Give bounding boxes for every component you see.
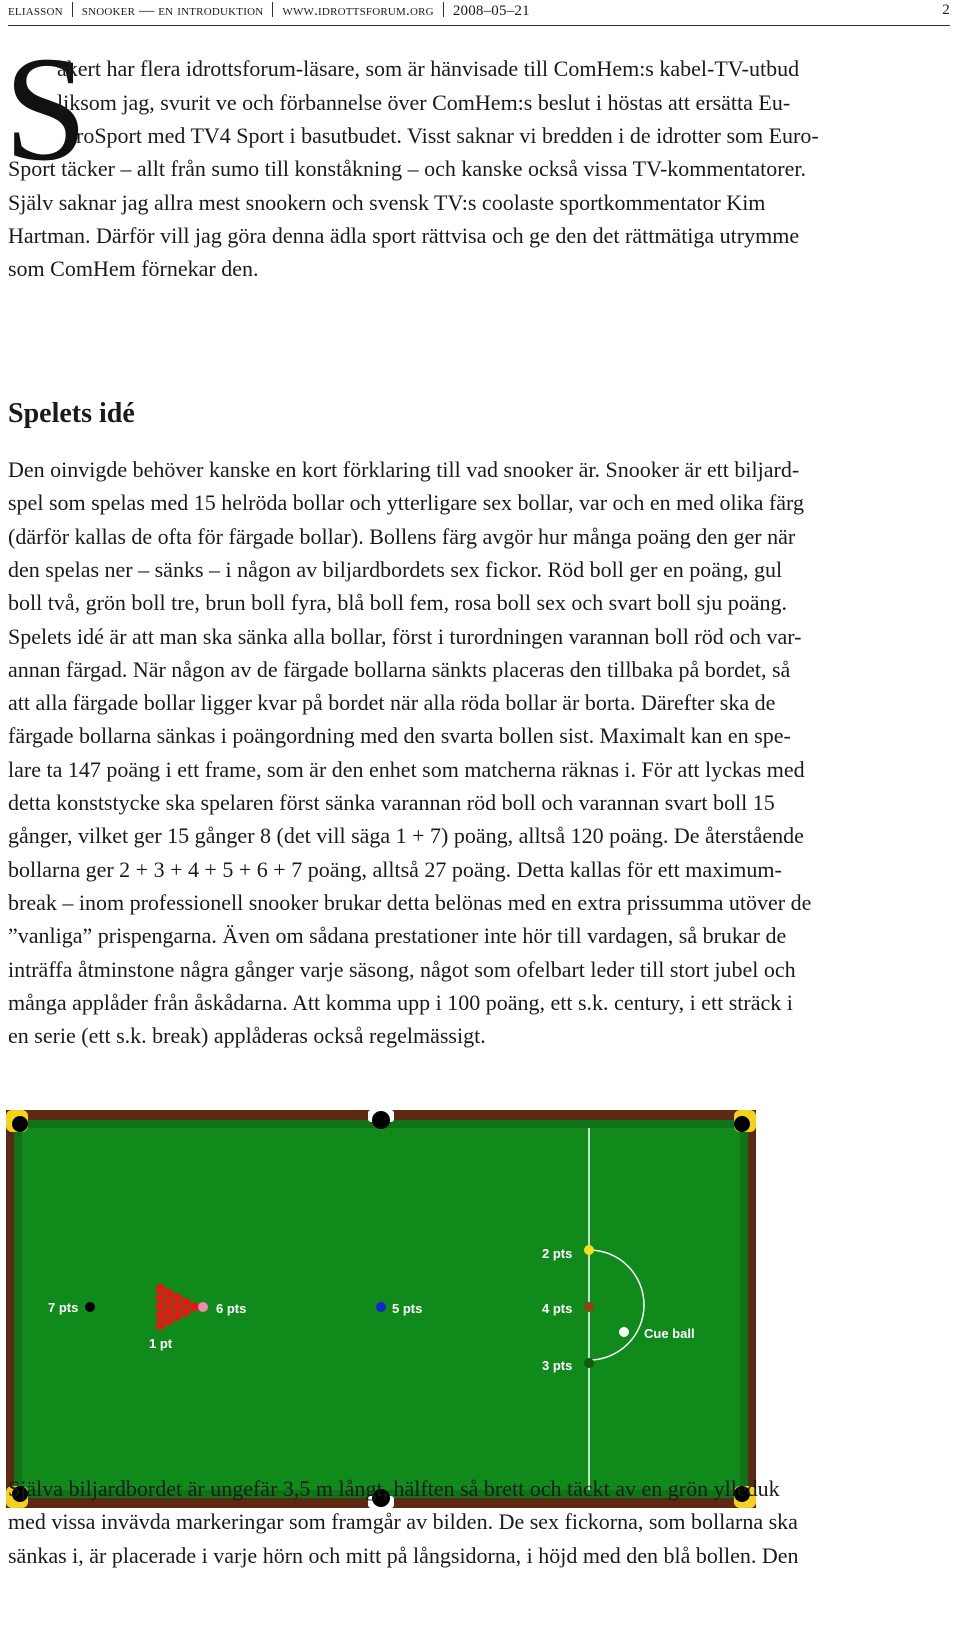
label-cue: Cue ball <box>644 1326 695 1341</box>
label-reds: 1 pt <box>149 1336 173 1351</box>
red-ball <box>173 1312 182 1321</box>
red-ball <box>189 1302 198 1311</box>
header-separator <box>272 2 273 17</box>
red-ball <box>181 1307 190 1316</box>
section-line: gånger, vilket ger 15 gånger 8 (det vill säga 1 + 7) poäng, alltså 120 poäng. De återstående <box>8 823 804 849</box>
red-ball <box>173 1302 182 1311</box>
red-ball <box>164 1298 173 1307</box>
section-line: ”vanliga” prispengarna. Även om sådana prestationer inte hör till vardagen, så brukar de <box>8 923 787 949</box>
section-line: färgade bollarna sänkas i poängordning med den svarta bollen sist. Maximalt kan en spe- <box>8 723 791 749</box>
section-line: detta konststycke ska spelaren först sänka varannan röd boll och varannan svart boll 15 <box>8 790 775 815</box>
section-line: inträffa åtminstone några gånger varje säsong, något som ofelbart leder till stort jubel och <box>8 956 796 982</box>
section-line: Den oinvigde behöver kanske en kort förklaring till vad snooker är. Snooker är ett biljard- <box>8 457 800 482</box>
snooker-table-figure <box>6 1110 756 1508</box>
section-line: break – inom professionell snooker brukar detta belönas med en extra prissumma utöver de <box>8 889 812 915</box>
brown-ball <box>584 1302 594 1312</box>
section-line: många applåder från åskådarna. Att komma upp i 100 poäng, ett s.k. century, i ett sträck i <box>8 989 793 1015</box>
green-ball <box>584 1358 594 1368</box>
red-ball <box>156 1302 165 1311</box>
label-blue: 5 pts <box>392 1301 423 1316</box>
section-line: boll två, grön boll tre, brun boll fyra, blå boll fem, rosa boll sex och svart boll sju poäng. <box>8 590 788 616</box>
after-line: sänkas i, är placerade i varje hörn och mitt på långsidorna, i höjd med den blå bollen. Den <box>8 1542 799 1568</box>
page-number: 2 <box>942 2 950 18</box>
header-meta <box>8 2 530 20</box>
header-separator <box>72 2 73 17</box>
blue-ball <box>376 1302 386 1312</box>
pink-ball <box>198 1302 208 1312</box>
header-separator <box>443 2 444 17</box>
running-header <box>8 2 950 24</box>
header-author: eliasson <box>8 3 63 19</box>
label-brown: 4 pts <box>542 1301 573 1316</box>
intro-line: Hartman. Därför vill jag göra denna ädla sport rättvisa och ge den det rättmätiga utrymme <box>8 223 800 248</box>
section-line: (därför kallas de ofta för färgade bollar). Bollens färg avgör hur många poäng den ger när <box>8 523 796 549</box>
after-line: med vissa invävda markeringar som framgår av bilden. De sex fickorna, som bollarna ska <box>8 1509 798 1535</box>
red-ball <box>156 1312 165 1321</box>
red-ball <box>164 1307 173 1316</box>
section-line: spel som spelas med 15 helröda bollar och ytterligare sex bollar, var och en med olika färg <box>8 490 804 516</box>
section-line: bollarna ger 2 + 3 + 4 + 5 + 6 + 7 poäng, alltså 27 poäng. Detta kallas för ett maximum- <box>8 856 782 882</box>
red-ball <box>181 1298 190 1307</box>
intro-line: som ComHem förnekar den. <box>8 256 259 281</box>
section-line: Spelets idé är att man ska sänka alla bollar, först i turordningen varannan boll röd och var- <box>8 623 802 649</box>
cue-ball <box>619 1327 629 1337</box>
label-yellow: 2 pts <box>542 1246 573 1261</box>
section-line: att alla färgade bollar ligger kvar på bordet när alla röda bollar är borta. Därefter ska de <box>8 690 776 716</box>
section-heading: Spelets idé <box>8 398 135 429</box>
pocket-hole <box>734 1116 750 1132</box>
yellow-ball <box>584 1245 594 1255</box>
red-ball <box>164 1289 173 1298</box>
label-black: 7 pts <box>48 1300 79 1315</box>
header-date: 2008–05–21 <box>452 3 530 19</box>
section-line: annan färgad. När någon av de färgade bollarna sänkts placeras den tillbaka på bordet, så <box>8 656 791 682</box>
label-pink: 6 pts <box>216 1301 247 1316</box>
section-line: en serie (ett s.k. break) applåderas också regelmässigt. <box>8 1023 486 1049</box>
red-ball <box>173 1293 182 1302</box>
section-line: den spelas ner – sänks – i någon av biljardbordets sex fickor. Röd boll ger en poäng, gul <box>8 556 783 582</box>
pocket-hole <box>12 1116 28 1132</box>
drop-cap: S <box>4 26 88 192</box>
header-title: snooker — en introduktion <box>81 3 264 19</box>
intro-line: roSport med TV4 Sport i basutbudet. Visst saknar vi bredden i de idrotter som Euro- <box>76 123 819 148</box>
intro-line: Själv saknar jag allra mest snookern och svensk TV:s coolaste sportkommentator Kim <box>8 190 766 215</box>
pocket-hole <box>372 1111 390 1129</box>
intro-line: Sport täcker – allt från sumo till konståkning – och kanske också vissa TV-kommentatorer. <box>8 156 806 181</box>
black-ball <box>85 1302 95 1312</box>
red-ball <box>156 1321 165 1330</box>
section-line: lare ta 147 poäng i ett frame, som är den enhet som matcherna räknas i. För att lyckas med <box>8 756 805 782</box>
header-rule <box>8 25 950 26</box>
label-green: 3 pts <box>542 1358 573 1373</box>
after-line: Själva biljardbordet är ungefär 3,5 m långt, hälften så brett och täckt av en grön ylleduk <box>8 1476 780 1501</box>
intro-line: liksom jag, svurit ve och förbannelse över ComHem:s beslut i höstas att ersätta Eu- <box>57 90 791 115</box>
red-ball <box>156 1293 165 1302</box>
intro-line: äkert har flera idrottsforum-läsare, som är hänvisade till ComHem:s kabel-TV-utbud <box>57 56 800 81</box>
header-site: www.idrottsforum.org <box>282 3 434 19</box>
red-ball <box>164 1316 173 1325</box>
red-ball <box>156 1284 165 1293</box>
